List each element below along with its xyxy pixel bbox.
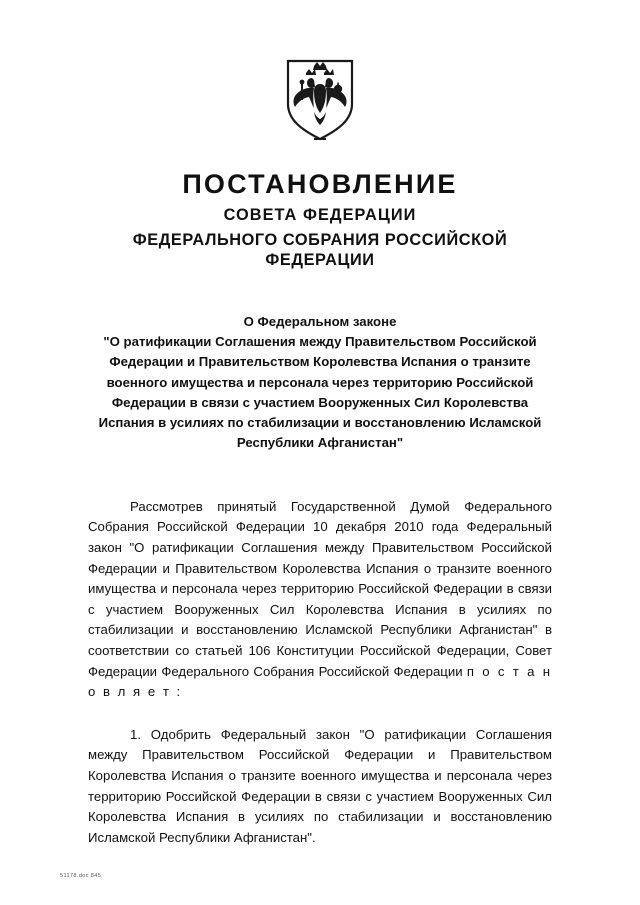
paragraph-preamble bbox=[88, 497, 552, 703]
document-title: ПОСТАНОВЛЕНИЕ bbox=[182, 169, 458, 199]
document-subtitle-chamber: СОВЕТА ФЕДЕРАЦИИ bbox=[223, 205, 417, 225]
paragraph-preamble-text: Рассмотрев принятый Государственной Думой Федерального Собрания Российской Федерации 10 декабря 2010 года Федеральный закон "О ратификации Соглашения между Правительством Российской Федерации и Правительством Королевства Испания о транзите военного имущества и персонала через территорию Российской Федерации в связи с участием Вооруженных Сил Королевства Испания в усилиях по стабилизации и восстановлению Исламской Республики Афганистан" в соответствии со статьей 106 Конституции Российской Федерации, Совет Федерации Федерального Собрания Российской Федерации bbox=[88, 498, 552, 679]
document-body bbox=[88, 497, 552, 849]
footer-note: 51178.doc 845 bbox=[60, 873, 102, 879]
subject-block bbox=[88, 312, 552, 452]
resolution-verb: п о с т а н о в л я е т : bbox=[88, 663, 552, 700]
coat-of-arms-icon bbox=[284, 58, 356, 144]
document-subtitle-assembly: ФЕДЕРАЛЬНОГО СОБРАНИЯ РОССИЙСКОЙ ФЕДЕРАЦИИ bbox=[132, 230, 508, 270]
emblem-container bbox=[88, 0, 552, 144]
subject-title: "О ратификации Соглашения между Правительством Российской Федерации и Правительством Королевства Испания о транзите военного имущества и персонала через территорию Российской Федерации в связи с участием Вооруженных Сил Королевства Испания в усилиях по стабилизации и восстановлению Исламской Республики Афганистан" bbox=[98, 334, 542, 450]
subject-heading: О Федеральном законе bbox=[243, 314, 397, 330]
title-block bbox=[88, 170, 552, 270]
paragraph-item-1: 1. Одобрить Федеральный закон "О ратификации Соглашения между Правительством Российской Федерации и Правительством Королевства Испания о транзите военного имущества и персонала через территорию Российской Федерации в связи с участием Вооруженных Сил Королевства Испания в усилиях по стабилизации и восстановлению Исламской Республики Афганистан". bbox=[88, 726, 552, 845]
